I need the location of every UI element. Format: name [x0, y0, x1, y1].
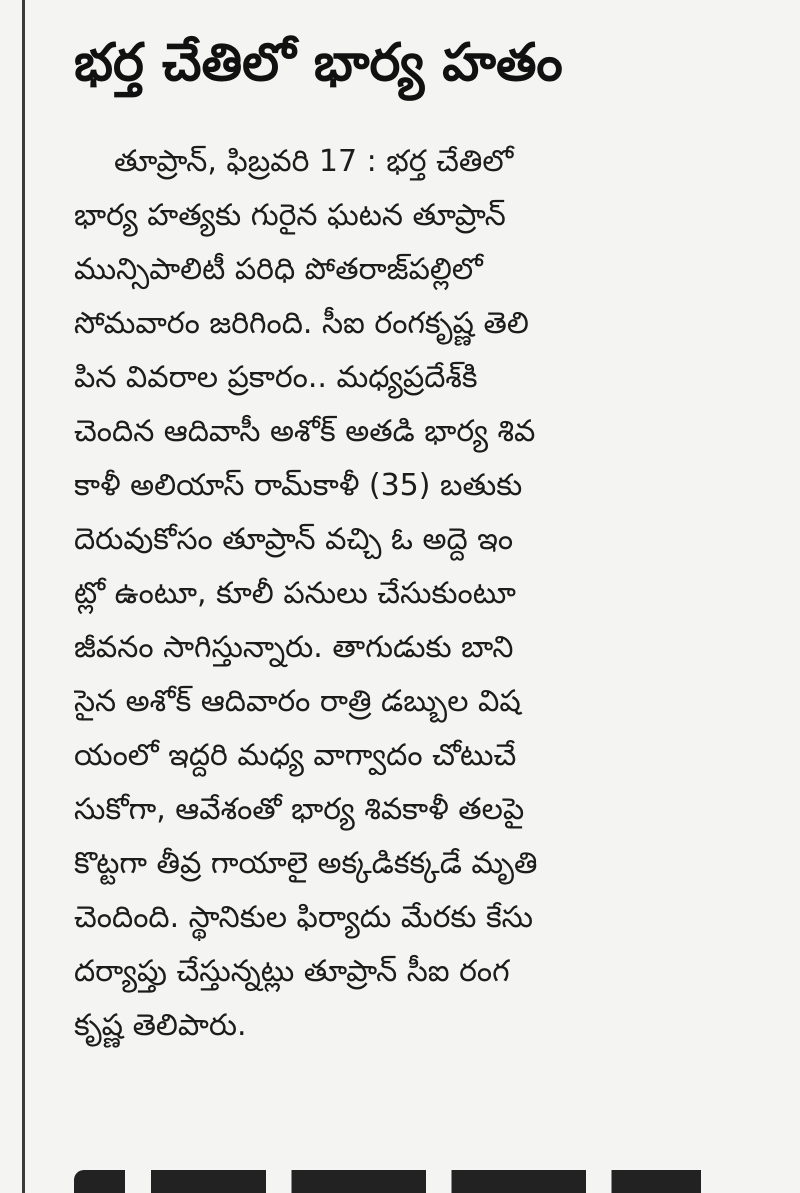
article-line: మున్సిపాలిటీ పరిధి పోతరాజ్‌పల్లిలో — [74, 252, 483, 287]
article-line: సోమవారం జరిగింది. సీఐ రంగకృష్ణ తెలి — [74, 306, 529, 341]
article-line: కొట్టగా తీవ్ర గాయాలై అక్కడికక్కడే మృతి — [74, 846, 538, 881]
article-line: యంలో ఇద్దరి మధ్య వాగ్వాదం చోటుచే — [74, 738, 517, 773]
column-rule — [22, 0, 25, 1193]
article-line: పిన వివరాల ప్రకారం.. మధ్యప్రదేశ్‌కి — [74, 360, 478, 395]
article-line: సుకోగా, ఆవేశంతో భార్య శివకాళీ తలపై — [74, 792, 525, 827]
cropped-headline-ink — [74, 1170, 714, 1193]
article-line: దెరువుకోసం తూప్రాన్ వచ్చి ఓ అద్దె ఇం — [74, 522, 514, 557]
article-line: తూప్రాన్, ఫిబ్రవరి 17 : భర్త చేతిలో — [114, 144, 514, 179]
article-line: సైన అశోక్ ఆదివారం రాత్రి డబ్బుల విష — [74, 684, 521, 719]
article-line: చెందింది. స్థానికుల ఫిర్యాదు మేరకు కేసు — [74, 900, 534, 935]
article-body — [74, 135, 714, 1053]
cropped-next-headline — [74, 1168, 714, 1193]
article-line: చెందిన ఆదివాసీ అశోక్ అతడి భార్య శివ — [74, 414, 536, 449]
article-line: కాళీ అలియాస్ రామ్‌కాళీ (35) బతుకు — [74, 468, 523, 503]
article-line: జీవనం సాగిస్తున్నారు. తాగుడుకు బాని — [74, 630, 514, 665]
headline: భర్త చేతిలో భార్య హతం — [74, 33, 563, 93]
article-line: భార్య హత్యకు గురైన ఘటన తూప్రాన్ — [74, 198, 506, 233]
article-line: ట్లో ఉంటూ, కూలీ పనులు చేసుకుంటూ — [74, 576, 516, 611]
article-line: కృష్ణ తెలిపారు. — [74, 1008, 247, 1043]
article-line: దర్యాప్తు చేస్తున్నట్లు తూప్రాన్ సీఐ రంగ — [74, 954, 510, 989]
